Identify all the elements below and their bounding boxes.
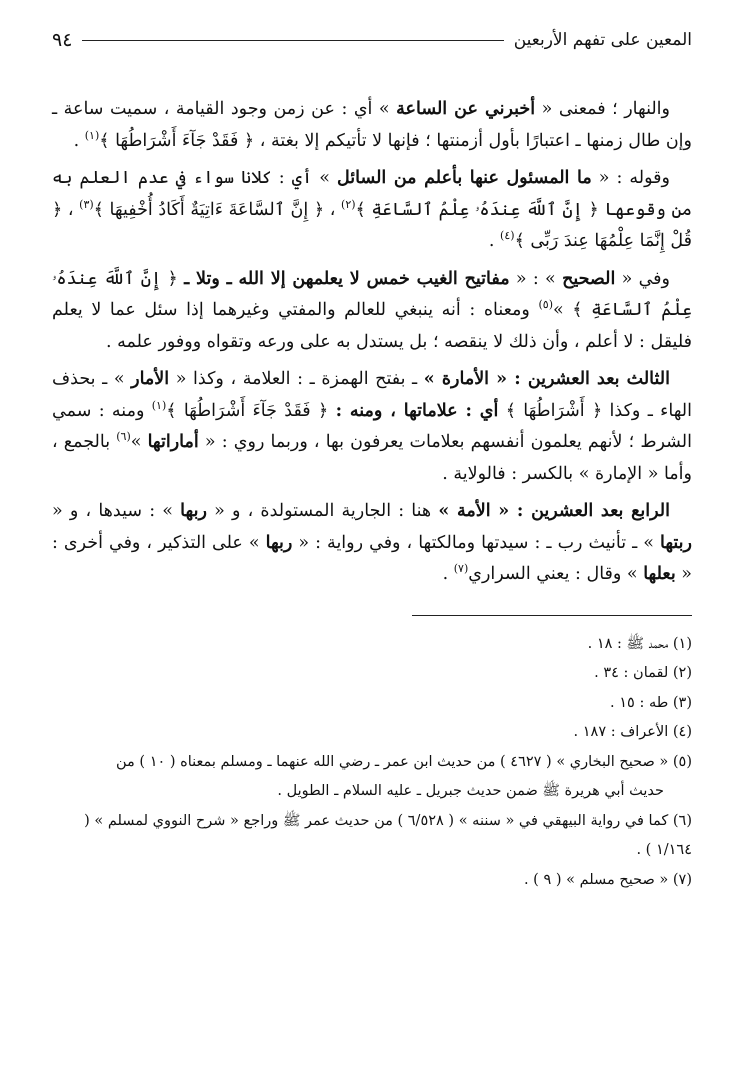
body-paragraph (52, 496, 692, 591)
footnote-marker: (٣) (79, 197, 94, 211)
page-number: ٩٤ (52, 29, 73, 51)
header-rule (82, 40, 503, 41)
paragraph-text: ومعناه : أنه ينبغي للعالم والمفتي وغيرهما إذا سئل عما لا يعلم فليقل : لا أعلم ، وأن ذلك لا ينقصه ؛ بل يستدل به على ورعه وتقواه ووفور علمه . (52, 300, 692, 352)
paragraph-text: ومنه : سمي الشرط ؛ لأنهم يعلمون أنفسهم بعلامات يعرفون بها ، وربما روي : « (52, 400, 692, 452)
paragraph-text: » أي : عن زمن وجود القيامة ، سميت ساعة ـ وإن طال زمنها ـ اعتبارًا بأول أزمنتها ؛ فإنها لا تأتيكم إلا بغتة ، ﴿ فَقَدْ جَآءَ أَشْرَاطُهَا ﴾ (52, 99, 692, 151)
bold-text: ربها (265, 532, 293, 553)
running-header (52, 26, 692, 54)
paragraph-text: وفي « (615, 268, 670, 289)
paragraph-text: ، ﴿ إِنَّ ٱلسَّاعَةَ ءَاتِيَةٌ أَكَادُ أُخْفِيهَا ﴾ (93, 199, 342, 220)
bold-text: الأمار (131, 369, 170, 389)
footnote-marker: (٧) (453, 562, 469, 576)
footnote-item: (٢) لقمان : ٣٤ . (594, 665, 692, 681)
body-paragraph (52, 264, 692, 359)
paragraph-text: » : سيدها ، و « (52, 501, 181, 521)
footnotes (52, 630, 692, 896)
footnote-marker: (٤) (500, 229, 515, 243)
paragraph-text: والنهار ؛ فمعنى « (535, 99, 671, 119)
bold-text: مفاتيح الغيب خمس لا يعلمهن إلا الله ـ وتلا ـ (184, 268, 510, 289)
footnote-item: (٥) « صحيح البخاري » ( ٤٦٢٧ ) من حديث ابن عمر ـ رضي الله عنهما ـ ومسلم بمعناه ( ١٠ ) من (116, 753, 692, 770)
footnote-item: (٧) « صحيح مسلم » ( ٩ ) . (523, 871, 692, 888)
paragraph-text: بالجمع ، وأما « الإمارة » بالكسر : فالولاية . (52, 432, 692, 484)
footnote-separator (412, 615, 692, 616)
running-title: المعين على تفهم الأربعين (513, 30, 692, 50)
footnote-marker: (٢) (341, 197, 356, 211)
body-paragraph (52, 364, 692, 490)
body-text (52, 94, 692, 591)
footnote-marker: (١) (151, 398, 167, 412)
bold-text: الرابع بعد العشرين : « الأمة » (438, 501, 670, 521)
footnote-item: حديث أبي هريرة ﷺ ضمن حديث جبريل ـ عليه السلام ـ الطويل . (277, 783, 664, 799)
paragraph-text: ﴿ فَقَدْ جَآءَ أَشْرَاطُهَا ﴾ (166, 400, 336, 421)
paragraph-text: . (73, 130, 85, 151)
paragraph-text: » على التذكير ، وفي أخرى : « (52, 532, 692, 584)
bold-text: الثالث بعد العشرين : « الأمارة » (423, 369, 670, 389)
bold-text: أخبرني عن الساعة (396, 99, 536, 119)
footnote-marker: (٦) (116, 430, 131, 444)
paragraph-text: » وقال : يعني السراري (468, 564, 644, 584)
paragraph-text: ﴿ إِنَّ ٱللَّهَ عِندَهُۥ عِلْمُ ٱلسَّاعَةِ ﴾ » (52, 268, 692, 320)
paragraph-text: » ـ تأنيث رب ـ : سيدتها ومالكتها ، وفي رواية : « (292, 532, 660, 553)
bold-text: ما المسئول عنها بأعلم من السائل (337, 168, 592, 188)
bold-text: بعلها (643, 564, 676, 584)
paragraph-text: وقوله : « (591, 168, 670, 188)
bold-text: أي : علاماتها ، ومنه : (335, 400, 499, 421)
book-page (52, 26, 692, 1046)
bold-text: الصحيح (562, 268, 616, 289)
bold-text: أماراتها (147, 432, 199, 452)
paragraph-text: . (442, 564, 454, 584)
paragraph-text: ، ﴿ قُلْ إِنَّمَا عِلْمُهَا عِندَ رَبِّى ﴾ (52, 199, 692, 251)
footnote-item: (١) محمد ﷺ : ١٨ . (587, 635, 692, 652)
bold-text: ربتها (659, 532, 692, 553)
paragraph-text: هنا : الجارية المستولدة ، و « (206, 501, 439, 521)
paragraph-text: » أي : كلانا سواء في عدم العلم به من وقوعها ﴿ إِنَّ ٱللَّهَ عِندَهُۥ عِلْمُ ٱلسَّاعَةِ ﴾ (52, 168, 692, 220)
paragraph-text: ـ بفتح الهمزة ـ : العلامة ، وكذا « (169, 369, 424, 389)
footnote-item: (٦) كما في رواية البيهقي في « سننه » ( ٦/٥٢٨ ) من حديث عمر ﷺ وراجع « شرح النووي لمسلم » ( ١/١٦٤ ) . (84, 812, 692, 858)
body-paragraph (52, 163, 692, 258)
body-paragraph (52, 94, 692, 157)
paragraph-text: . (488, 231, 501, 251)
bold-text: ربها (180, 501, 207, 521)
footnote-marker: (١) (84, 128, 100, 142)
footnote-marker: (٥) (538, 298, 553, 312)
paragraph-text: » (130, 432, 148, 452)
footnote-item: (٤) الأعراف : ١٨٧ . (573, 724, 692, 740)
paragraph-text: » : « (509, 268, 563, 289)
footnote-item: (٣) طه : ١٥ . (610, 694, 692, 711)
paragraph-text: » ـ بحذف الهاء ـ وكذا ﴿ أَشْرَاطُهَا ﴾ (52, 369, 692, 421)
